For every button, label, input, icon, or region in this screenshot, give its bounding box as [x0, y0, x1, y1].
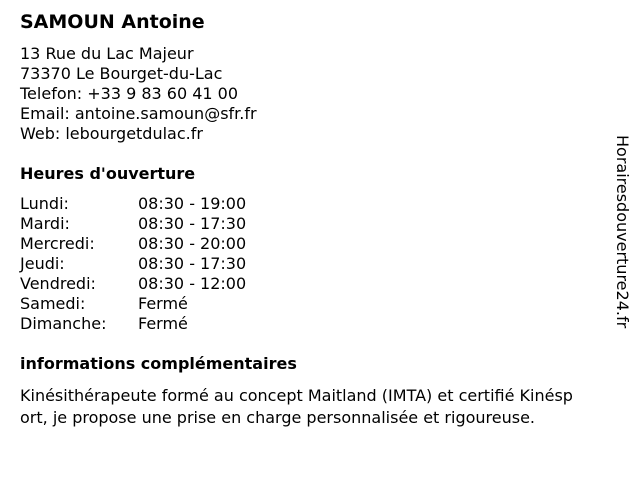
day-label: Dimanche: [20, 314, 107, 333]
hours-heading: Heures d'ouverture [20, 164, 196, 183]
day-label: Samedi: [20, 294, 86, 313]
street-address: 13 Rue du Lac Majeur [20, 44, 194, 63]
time-value: Fermé [138, 314, 188, 333]
contact-block [20, 44, 257, 144]
info-line-2: ort, je propose une prise en charge personnalisée et rigoureuse. [20, 408, 535, 427]
day-label: Vendredi: [20, 274, 96, 293]
email-line: Email: antoine.samoun@sfr.fr [20, 104, 257, 123]
day-label: Jeudi: [20, 254, 65, 273]
day-label: Mercredi: [20, 234, 95, 253]
business-name: SAMOUN Antoine [20, 11, 205, 33]
info-heading: informations complémentaires [20, 354, 297, 373]
time-value: 08:30 - 20:00 [138, 234, 247, 253]
site-watermark: Horairesdouverture24.fr [613, 135, 632, 329]
info-text [20, 385, 600, 429]
time-value: 08:30 - 19:00 [138, 194, 247, 213]
time-value: 08:30 - 12:00 [138, 274, 247, 293]
info-line-1: Kinésithérapeute formé au concept Maitland (IMTA) et certifié Kinésp [20, 386, 573, 405]
city-address: 73370 Le Bourget-du-Lac [20, 64, 223, 83]
day-label: Mardi: [20, 214, 70, 233]
time-value: 08:30 - 17:30 [138, 214, 247, 233]
phone-line: Telefon: +33 9 83 60 41 00 [20, 84, 239, 103]
web-line: Web: lebourgetdulac.fr [20, 124, 203, 143]
day-label: Lundi: [20, 194, 69, 213]
time-value: Fermé [138, 294, 188, 313]
time-value: 08:30 - 17:30 [138, 254, 247, 273]
